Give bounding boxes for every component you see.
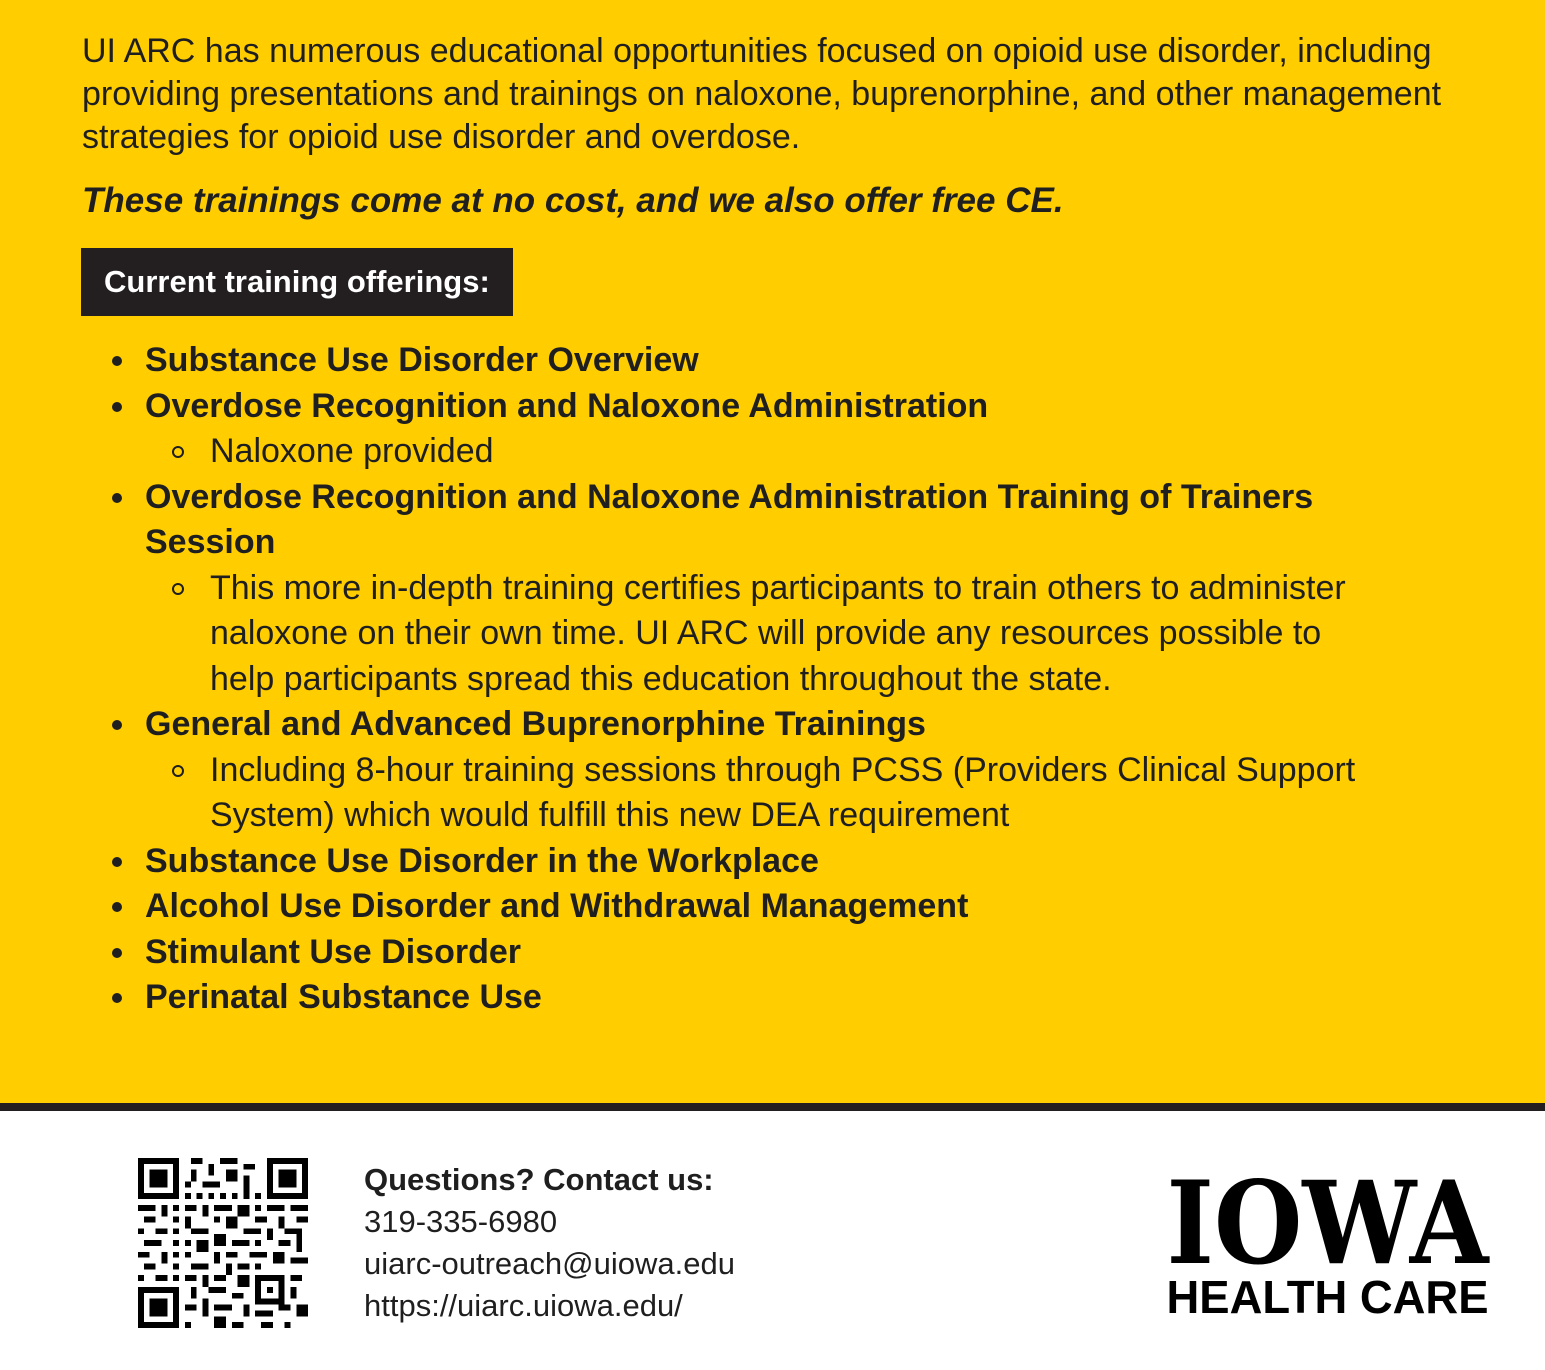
training-title: Substance Use Disorder Overview <box>145 341 699 379</box>
contact-phone[interactable]: 319-335-6980 <box>364 1204 558 1239</box>
training-item <box>105 839 1365 885</box>
training-detail: Naloxone provided <box>145 429 1365 475</box>
training-title: Alcohol Use Disorder and Withdrawal Management <box>145 887 969 925</box>
training-item <box>105 930 1365 976</box>
training-title: Overdose Recognition and Naloxone Administration Training of Trainers Session <box>145 477 1314 561</box>
contact-block <box>364 1159 1064 1327</box>
contact-email[interactable]: uiarc-outreach@uiowa.edu <box>364 1246 735 1281</box>
training-title: Overdose Recognition and Naloxone Administration <box>145 386 989 425</box>
training-item <box>105 884 1365 930</box>
qr-code-icon[interactable] <box>138 1158 308 1328</box>
logo-iowa: IOWA <box>1166 1165 1490 1290</box>
training-item <box>105 975 1365 1021</box>
training-detail: Including 8-hour training sessions through PCSS (Providers Clinical Support System) which would fulfill this new DEA requirement <box>145 748 1365 839</box>
training-detail: This more in-depth training certifies participants to train others to administer naloxone on their own time. UI ARC will provide any resources possible to help participants spread this education throughout the state. <box>145 566 1365 703</box>
training-title: Perinatal Substance Use <box>145 978 542 1016</box>
contact-website[interactable]: https://uiarc.uiowa.edu/ <box>364 1288 683 1323</box>
training-item <box>105 475 1365 703</box>
free-ce-tagline: These trainings come at no cost, and we also offer free CE. <box>82 181 1064 220</box>
offerings-heading: Current training offerings: <box>81 248 513 316</box>
training-item <box>105 338 1365 384</box>
iowa-health-care-logo <box>1165 1165 1490 1315</box>
divider-rule <box>0 1103 1545 1111</box>
logo-health-care: HEALTH CARE <box>1166 1271 1489 1315</box>
training-list <box>105 338 1365 1021</box>
training-item <box>105 384 1365 475</box>
training-title: Stimulant Use Disorder <box>145 932 521 971</box>
training-title: General and Advanced Buprenorphine Trainings <box>145 705 926 743</box>
training-title: Substance Use Disorder in the Workplace <box>145 841 819 880</box>
intro-paragraph: UI ARC has numerous educational opportunities focused on opioid use disorder, including providing presentations and trainings on naloxone, buprenorphine, and other management strategies for opioid use disorder and overdose. <box>82 32 1442 156</box>
contact-heading: Questions? Contact us: <box>364 1162 714 1197</box>
training-item <box>105 702 1365 839</box>
